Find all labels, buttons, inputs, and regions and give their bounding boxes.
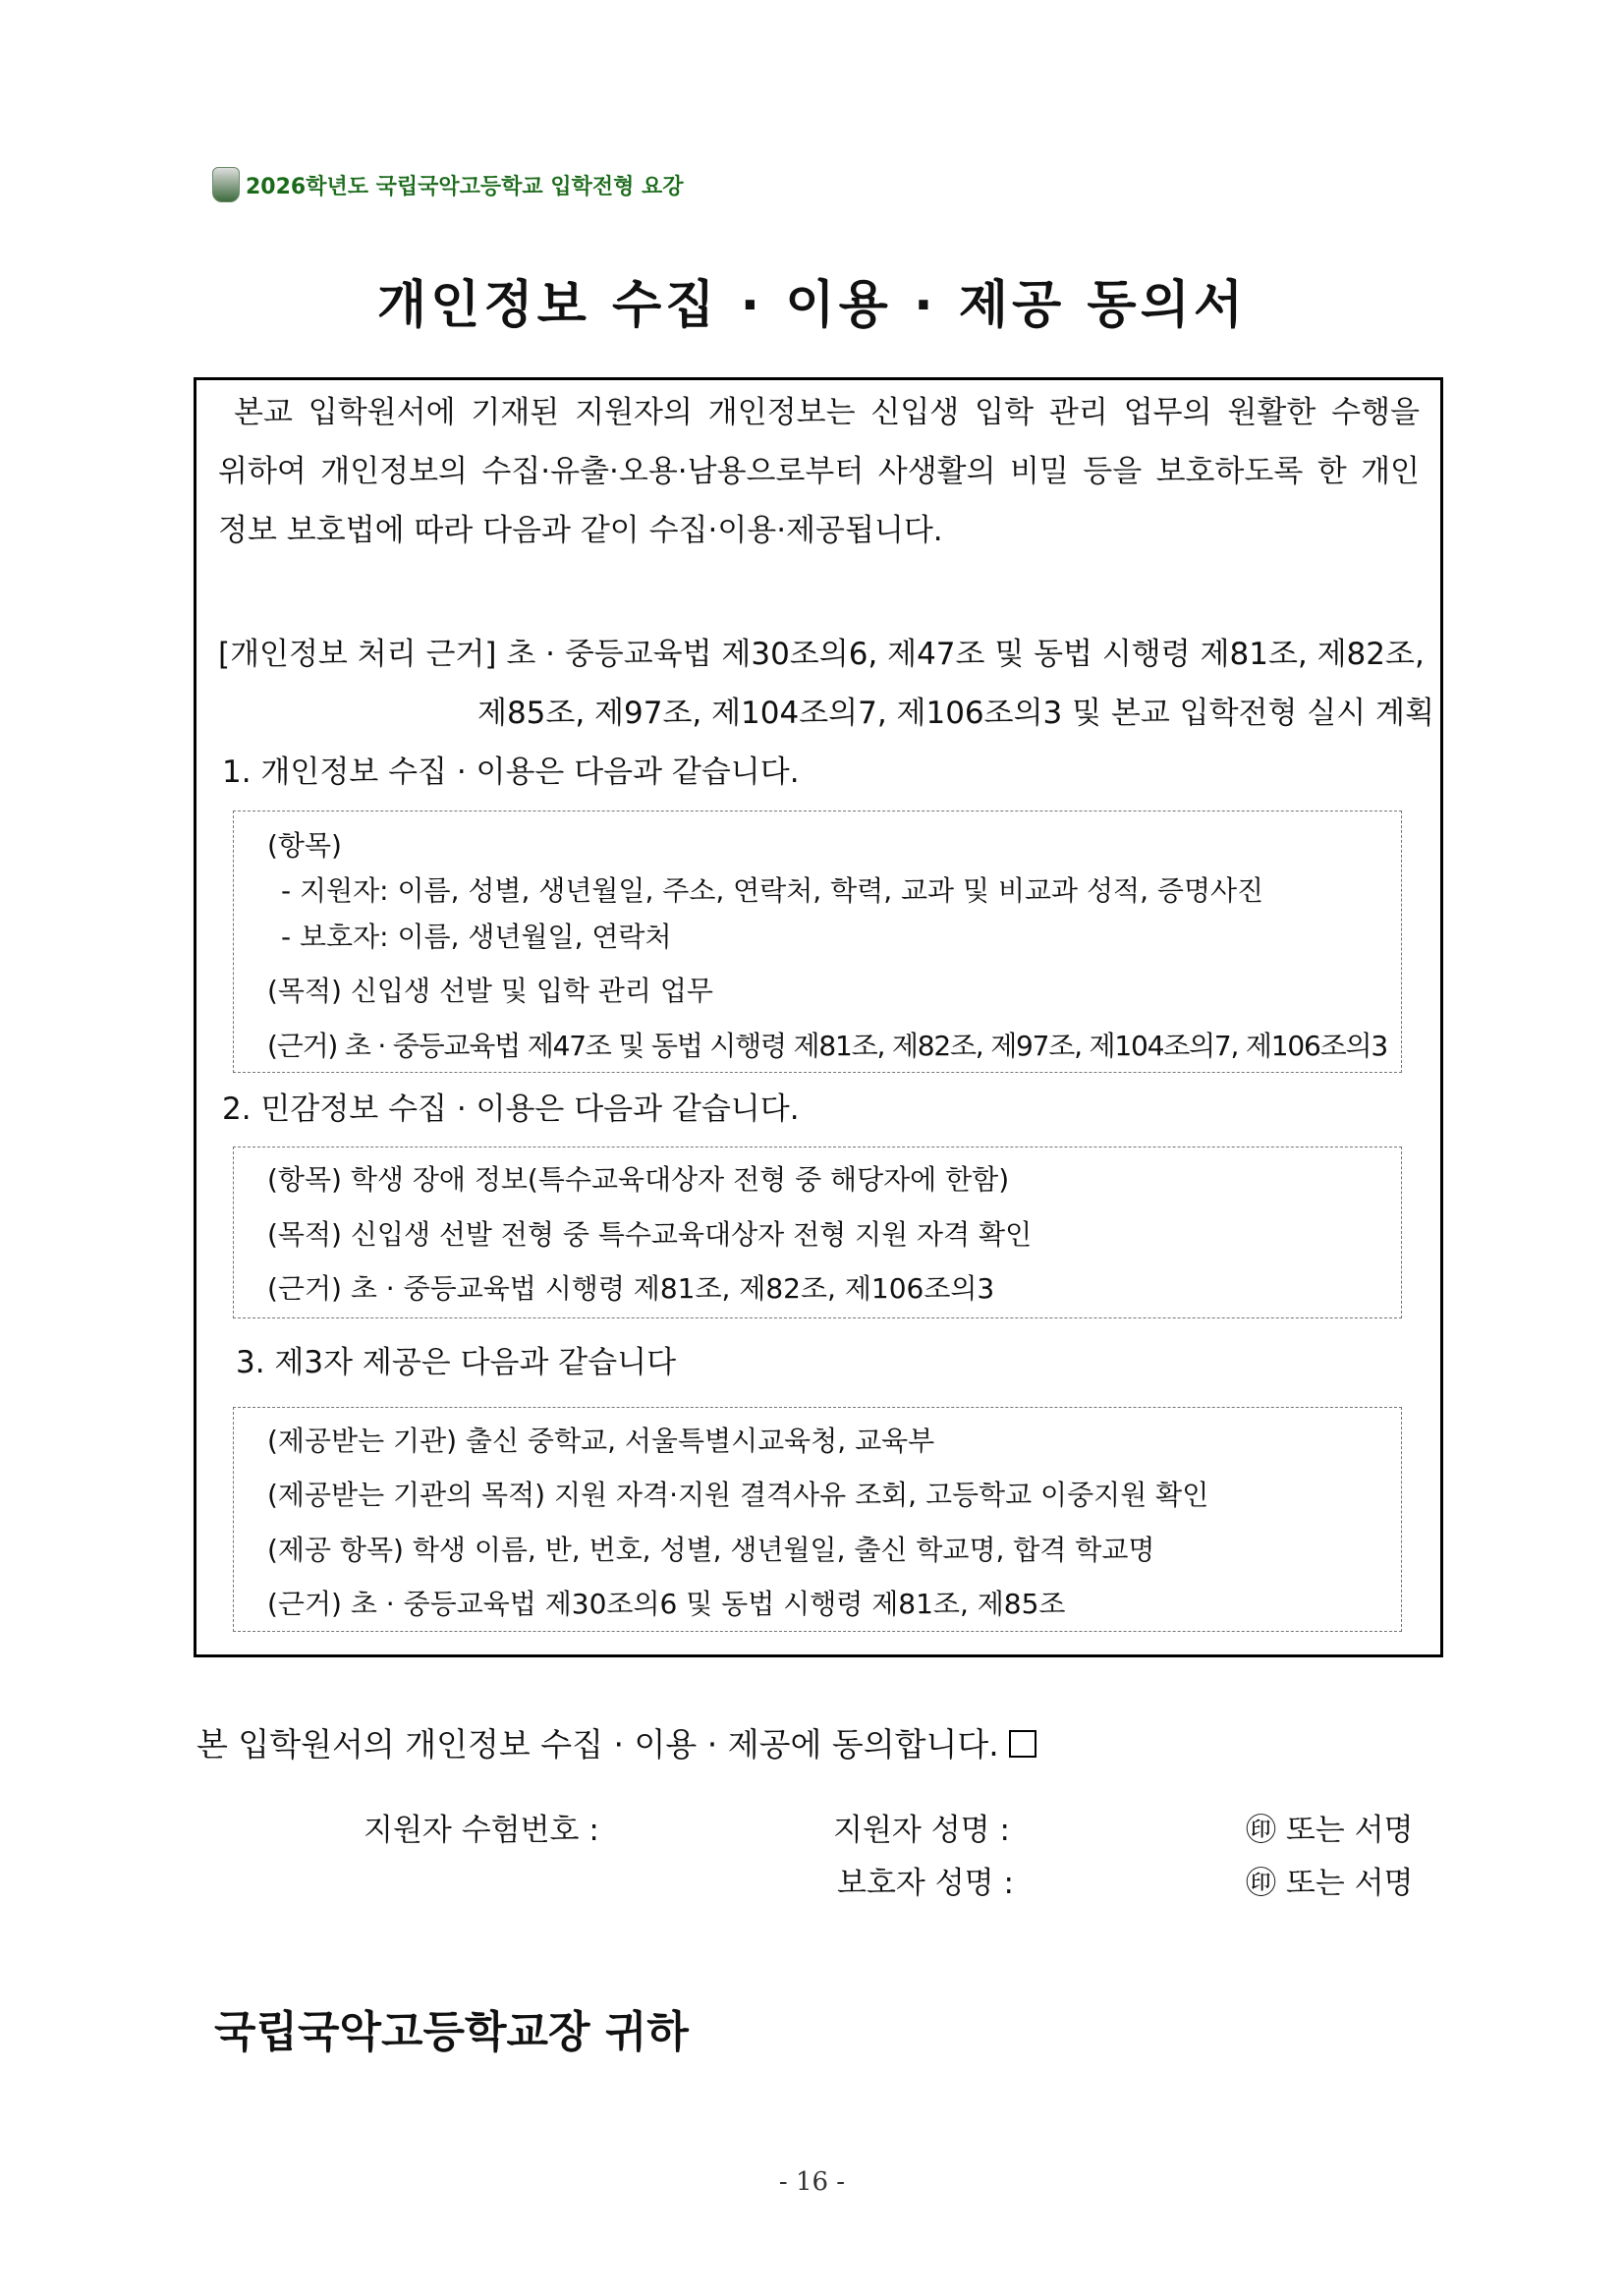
guardian-name-label: 보호자 성명 : (837, 1866, 1014, 1901)
section-line: (근거) 초 · 중등교육법 시행령 제81조, 제82조, 제106조의3 (267, 1272, 995, 1305)
basis-line: 제85조, 제97조, 제104조의7, 제106조의3 및 본교 입학전형 실시 계획 (477, 696, 1434, 731)
section-line: - 지원자: 이름, 성별, 생년월일, 주소, 연락처, 학력, 교과 및 비교과 성적, 증명사진 (281, 874, 1264, 907)
guardian-seal: ㊞ 또는 서명 (1246, 1866, 1414, 1901)
section-line: (제공 항목) 학생 이름, 반, 번호, 성별, 생년월일, 출신 학교명, 합격 학교명 (267, 1534, 1155, 1566)
consent-checkbox[interactable] (1009, 1730, 1036, 1758)
section-line: (근거) 초 · 중등교육법 제30조의6 및 동법 시행령 제81조, 제85조 (267, 1588, 1066, 1620)
section-line: (목적) 신입생 선발 전형 중 특수교육대상자 전형 지원 자격 확인 (267, 1218, 1033, 1251)
page-header (212, 167, 684, 202)
basis-line: [개인정보 처리 근거] 초 · 중등교육법 제30조의6, 제47조 및 동법 시행령 제81조, 제82조, (218, 637, 1425, 672)
section-heading: 3. 제3자 제공은 다음과 같습니다 (236, 1345, 677, 1380)
page-number: - 16 - (778, 2167, 846, 2197)
exam-number-label: 지원자 수험번호 : (364, 1813, 599, 1848)
section-line: (근거) 초 · 중등교육법 제47조 및 동법 시행령 제81조, 제82조, 제97조, 제104조의7, 제106조의3 (267, 1030, 1387, 1062)
section-heading: 2. 민감정보 수집 · 이용은 다음과 같습니다. (222, 1092, 800, 1127)
section-line: (제공받는 기관의 목적) 지원 자격·지원 결격사유 조회, 고등학교 이중지원 확인 (267, 1479, 1209, 1511)
section-line: (항목) 학생 장애 정보(특수교육대상자 전형 중 해당자에 한함) (267, 1163, 1010, 1196)
applicant-seal: ㊞ 또는 서명 (1246, 1813, 1414, 1848)
applicant-name-label: 지원자 성명 : (833, 1813, 1010, 1848)
intro-line: 본교 입학원서에 기재된 지원자의 개인정보는 신입생 입학 관리 업무의 원활한 수행을 (234, 395, 1420, 430)
section-heading: 1. 개인정보 수집 · 이용은 다음과 같습니다. (222, 755, 800, 790)
page-title: 개인정보 수집 · 이용 · 제공 동의서 (376, 276, 1248, 335)
consent-text: 본 입학원서의 개인정보 수집 · 이용 · 제공에 동의합니다. (196, 1725, 999, 1764)
school-logo-icon (212, 167, 240, 202)
section-line: (항목) (267, 829, 342, 862)
intro-line: 위하여 개인정보의 수집·유출·오용·남용으로부터 사생활의 비밀 등을 보호하도록 한 개인 (218, 454, 1420, 489)
closing-text: 국립국악고등학교장 귀하 (214, 2007, 689, 2057)
section-line: - 보호자: 이름, 생년월일, 연락처 (281, 921, 672, 953)
intro-line: 정보 보호법에 따라 다음과 같이 수집·이용·제공됩니다. (218, 513, 943, 548)
section-line: (목적) 신입생 선발 및 입학 관리 업무 (267, 975, 713, 1007)
section-line: (제공받는 기관) 출신 중학교, 서울특별시교육청, 교육부 (267, 1425, 935, 1457)
header-text: 2026학년도 국립국악고등학교 입학전형 요강 (246, 174, 684, 199)
